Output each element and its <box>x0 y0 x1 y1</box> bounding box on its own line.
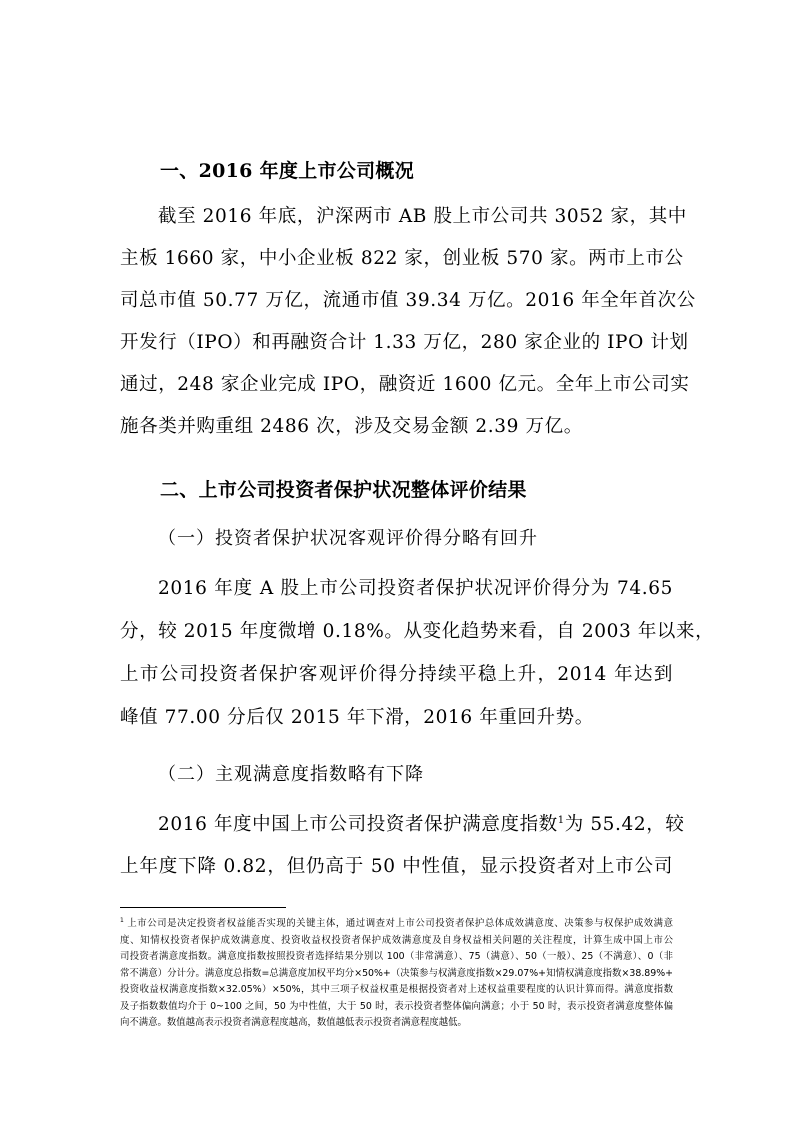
paragraph-line: 主板 1660 家，中小企业板 822 家，创业板 570 家。两市上市公 <box>120 248 684 269</box>
subsection-2-heading: （二）主观满意度指数略有下降 <box>158 764 424 785</box>
footnote-reference[interactable]: 1 <box>557 815 565 826</box>
paragraph-line: 峰值 77.00 分后仅 2015 年下滑，2016 年重回升势。 <box>120 707 594 728</box>
paragraph-line <box>158 811 685 839</box>
footnote-mark: 1 <box>120 917 124 924</box>
footnote-line: 向不满意。数值越高表示投资者满意程度越高，数值越低表示投资者满意程度越低。 <box>120 1017 467 1028</box>
paragraph-text: 为 55.42，较 <box>564 814 685 835</box>
paragraph-line: 上年度下降 0.82，但仍高于 50 中性值，显示投资者对上市公司 <box>120 856 673 877</box>
paragraph-line: 上市公司投资者保护客观评价得分持续平稳上升，2014 年达到 <box>120 664 673 685</box>
footnote-text: 上市公司是决定投资者权益能否实现的关键主体，通过调查对上市公司投资者保护总体成效满意度、决策参与权保护成效满意 <box>123 918 673 929</box>
paragraph-line: 司总市值 50.77 万亿，流通市值 39.34 万亿。2016 年全年首次公 <box>120 290 696 311</box>
footnote-line: 投资收益权满意度指数×32.05%）×50%，其中三项子权益权重是根据投资者对上述权益重要程度的认识计算而得。满意度指数 <box>120 984 673 995</box>
paragraph-line: 通过，248 家企业完成 IPO，融资近 1600 亿元。全年上市公司实 <box>120 374 690 395</box>
paragraph-line: 分，较 2015 年度微增 0.18%。从变化趋势来看，自 2003 年以来， <box>120 621 715 642</box>
paragraph-line: 施各类并购重组 2486 次，涉及交易金额 2.39 万亿。 <box>120 416 583 437</box>
footnote-line: 司投资者满意度指数。满意度指数按照投资者选择结果分别以 100（非常满意）、75（满意）、50（一般）、25（不满意）、0（非 <box>120 951 673 962</box>
footnote-divider <box>120 907 286 908</box>
section-2-heading: 二、上市公司投资者保护状况整体评价结果 <box>160 479 527 501</box>
section-1-heading: 一、2016 年度上市公司概况 <box>160 160 414 182</box>
footnote-line: 及子指数数值均介于 0~100 之间，50 为中性值，大于 50 时，表示投资者整体偏向满意；小于 50 时，表示投资者满意度整体偏 <box>120 1000 673 1012</box>
paragraph-line: 开发行（IPO）和再融资合计 1.33 万亿，280 家企业的 IPO 计划 <box>120 332 689 353</box>
subsection-1-heading: （一）投资者保护状况客观评价得分略有回升 <box>158 528 538 549</box>
footnote-line <box>120 917 673 932</box>
paragraph-line: 截至 2016 年底，沪深两市 AB 股上市公司共 3052 家，其中 <box>158 206 687 227</box>
footnote-line: 度、知情权投资者保护成效满意度、投资收益权投资者保护成效满意度及自身权益相关问题的关注程度，计算生成中国上市公 <box>120 934 673 946</box>
paragraph-text: 2016 年度中国上市公司投资者保护满意度指数 <box>158 814 558 835</box>
paragraph-line: 2016 年度 A 股上市公司投资者保护状况评价得分为 74.65 <box>158 578 673 599</box>
footnote-line: 常不满意）分计分。满意度总指数=总满意度加权平均分×50%+（决策参与权满意度指数×29.07%+知情权满意度指数×38.89%+ <box>120 967 673 979</box>
